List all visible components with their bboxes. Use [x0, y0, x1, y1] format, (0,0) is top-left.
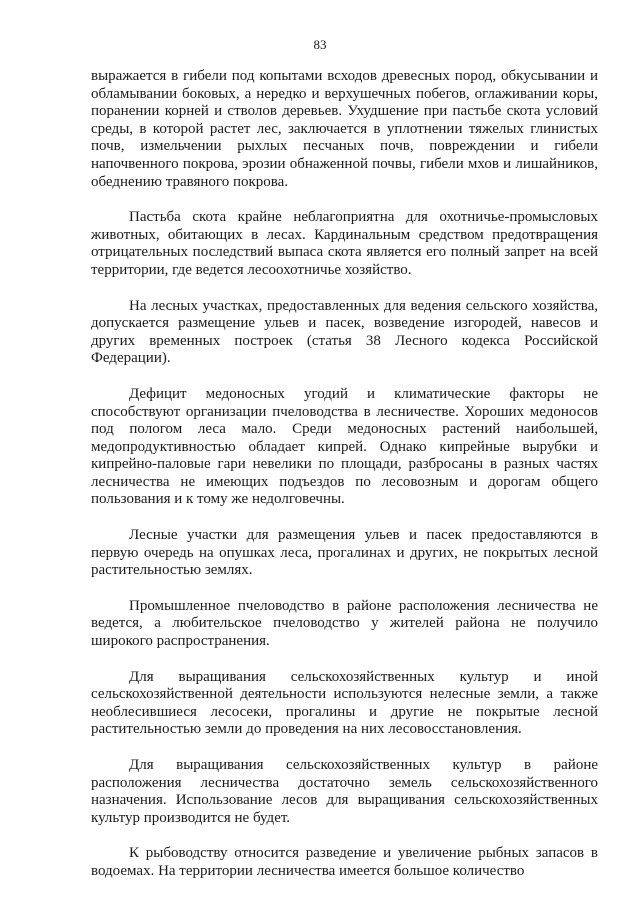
paragraph: Промышленное пчеловодство в районе расположения лесничества не ведется, а любительское пчеловодство у жителей района не получило широкого распространения.	[91, 597, 598, 650]
paragraph-continued: выражается в гибели под копытами всходов древесных пород, обкусывании и обламывании боковых, а нередко и верхушечных побегов, оглаживании коры, поранении корней и стволов деревьев. Ухудшение при пастьбе скота условий среды, в которой растет лес, заключается в уплотнении тяжелых глинистых почв, измельчении рыхлых песчаных почв, повреждении и гибели напочвенного покрова, эрозии обнаженной почвы, гибели мхов и лишайников, обеднению травяного покрова.	[91, 68, 598, 190]
page-body	[91, 68, 598, 881]
page-number: 83	[313, 37, 327, 52]
paragraph: Лесные участки для размещения ульев и пасек предоставляются в первую очередь на опушках леса, прогалинах и других, не покрытых лесной растительностью землях.	[91, 527, 598, 579]
paragraph: Дефицит медоносных угодий и климатические факторы не способствуют организации пчеловодства в лесничестве. Хороших медоносов под пологом леса мало. Среди медоносных растений наибольшей, медопродуктивностью обладает кипрей. Однако кипрейные вырубки и кипрейно-паловые гари невелики по площади, разбросаны в разных частях лесничества не имеющих подъездов по лесовозным и дорогам общего пользования и к тому же недолговечны.	[91, 385, 598, 508]
paragraph: Для выращивания сельскохозяйственных культур и иной сельскохозяйственной деятельности используются нелесные земли, а также необлесившиеся лесосеки, прогалины и другие не покрытые лесной растительностью земли до проведения на них лесовосстановления.	[91, 668, 598, 738]
paragraph-continues: К рыбоводству относится разведение и увеличение рыбных запасов в водоемах. На территории лесничества имеется большое количество	[91, 845, 598, 879]
paragraph: Пастьба скота крайне неблагоприятна для охотничье-промысловых животных, обитающих в лесах. Кардинальным средством предотвращения отрицательных последствий выпаса скота является его полный запрет на всей территории, где ведется лесоохотничье хозяйство.	[91, 209, 598, 278]
paragraph: Для выращивания сельскохозяйственных культур в районе расположения лесничества достаточно земель сельскохозяйственного назначения. Использование лесов для выращивания сельскохозяйственных культур производится не будет.	[91, 757, 598, 826]
paragraph: На лесных участках, предоставленных для ведения сельского хозяйства, допускается размещение ульев и пасек, возведение изгородей, навесов и других временных построек (статья 38 Лесного кодекса Российской Федерации).	[91, 297, 598, 367]
